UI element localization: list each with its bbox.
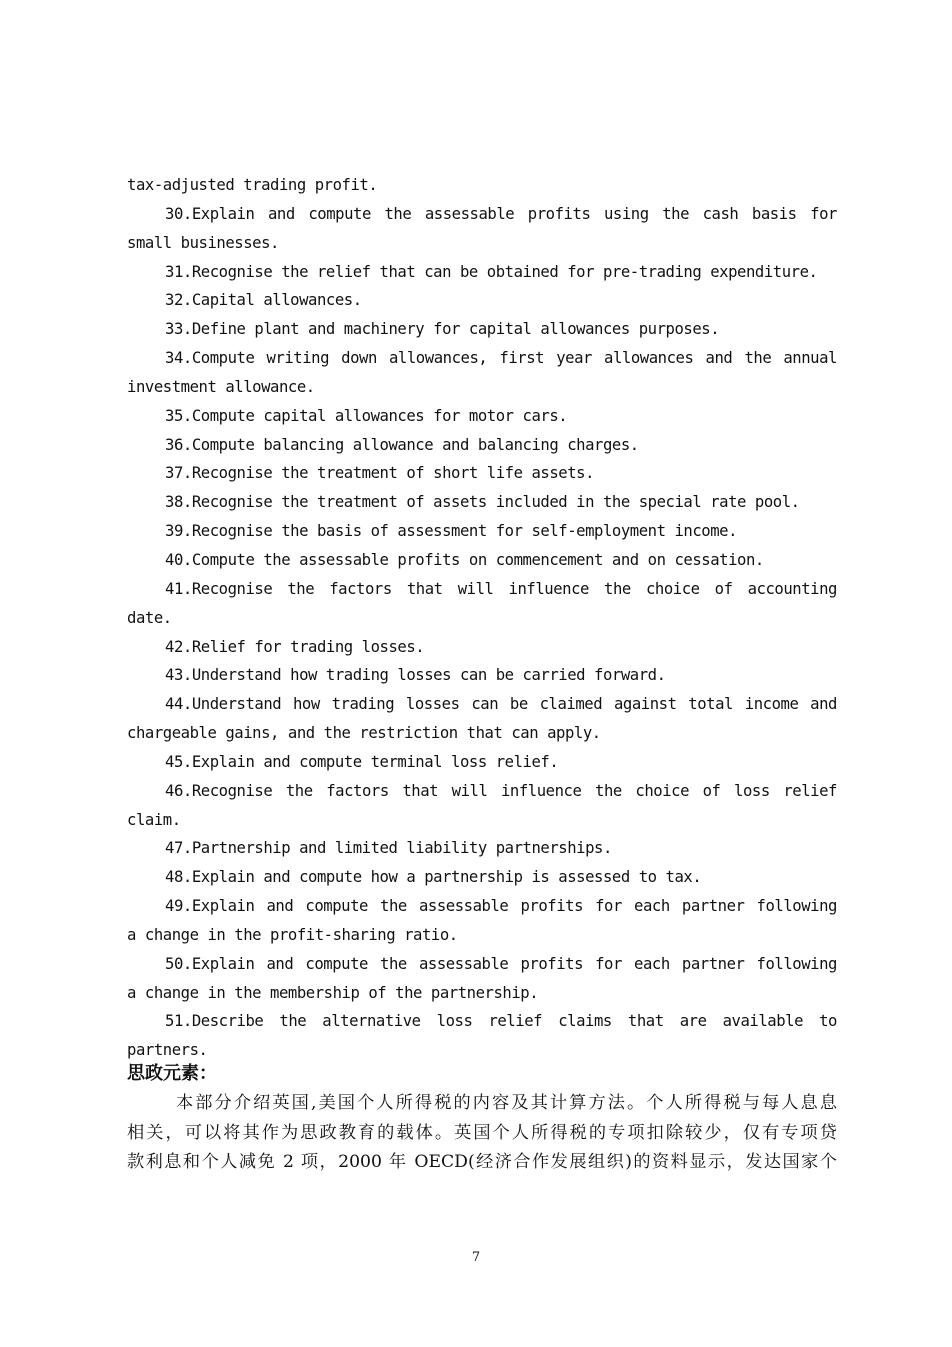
text-line: a change in the membership of the partnership.	[127, 983, 539, 1002]
text-line: 33.Define plant and machinery for capital allowances purposes.	[165, 320, 720, 339]
text-line: 45.Explain and compute terminal loss relief.	[165, 752, 559, 771]
text-line: 41.Recognise the factors that will influence the choice of accounting	[165, 579, 837, 598]
text-line: 32.Capital allowances.	[165, 291, 362, 310]
text-line: 42.Relief for trading losses.	[165, 637, 425, 656]
text-line: chargeable gains, and the restriction that can apply.	[127, 724, 601, 743]
text-line: partners.	[127, 1041, 208, 1060]
text-line: date.	[127, 608, 172, 627]
text-line: a change in the profit-sharing ratio.	[127, 925, 458, 944]
section-heading: 思政元素：	[127, 1063, 217, 1085]
text-line: investment allowance.	[127, 377, 315, 396]
paragraph-line: 本部分介绍英国,美国个人所得税的内容及其计算方法。个人所得税与每人息息	[176, 1093, 837, 1114]
text-line: 35.Compute capital allowances for motor cars.	[165, 406, 568, 425]
text-line: tax-adjusted trading profit.	[127, 176, 378, 194]
text-line: 37.Recognise the treatment of short life assets.	[165, 464, 595, 483]
text-line: 40.Compute the assessable profits on commencement and on cessation.	[165, 550, 764, 569]
text-line: 39.Recognise the basis of assessment for self-employment income.	[165, 522, 738, 541]
text-line: 49.Explain and compute the assessable profits for each partner following	[165, 897, 837, 916]
text-line: 50.Explain and compute the assessable profits for each partner following	[165, 954, 837, 973]
text-line: 46.Recognise the factors that will influence the choice of loss relief	[165, 781, 837, 800]
text-line: 43.Understand how trading losses can be carried forward.	[165, 666, 666, 685]
paragraph-line: 款利息和个人减免 2 项，2000 年 OECD(经济合作发展组织)的资料显示，发达国家个	[127, 1152, 837, 1173]
chinese-paragraph	[127, 1089, 837, 1178]
text-line: 48.Explain and compute how a partnership is assessed to tax.	[165, 868, 702, 887]
text-line: 34.Compute writing down allowances, first year allowances and the annual	[165, 349, 837, 368]
text-line: 36.Compute balancing allowance and balancing charges.	[165, 435, 639, 454]
text-line: small businesses.	[127, 233, 279, 252]
text-line: 44.Understand how trading losses can be claimed against total income and	[165, 695, 837, 714]
paragraph-line: 相关，可以将其作为思政教育的载体。英国个人所得税的专项扣除较少，仅有专项贷	[127, 1122, 837, 1143]
page-body	[127, 171, 837, 1178]
text-line: 30.Explain and compute the assessable profits using the cash basis for	[165, 204, 837, 223]
objectives-list	[127, 171, 837, 1065]
text-line: claim.	[127, 810, 181, 829]
text-line: 51.Describe the alternative loss relief claims that are available to	[165, 1012, 837, 1031]
text-line: 31.Recognise the relief that can be obtained for pre-trading expenditure.	[165, 262, 818, 281]
text-line: 47.Partnership and limited liability partnerships.	[165, 839, 612, 858]
text-line: 38.Recognise the treatment of assets included in the special rate pool.	[165, 493, 800, 512]
page-number: 7	[471, 1250, 481, 1265]
